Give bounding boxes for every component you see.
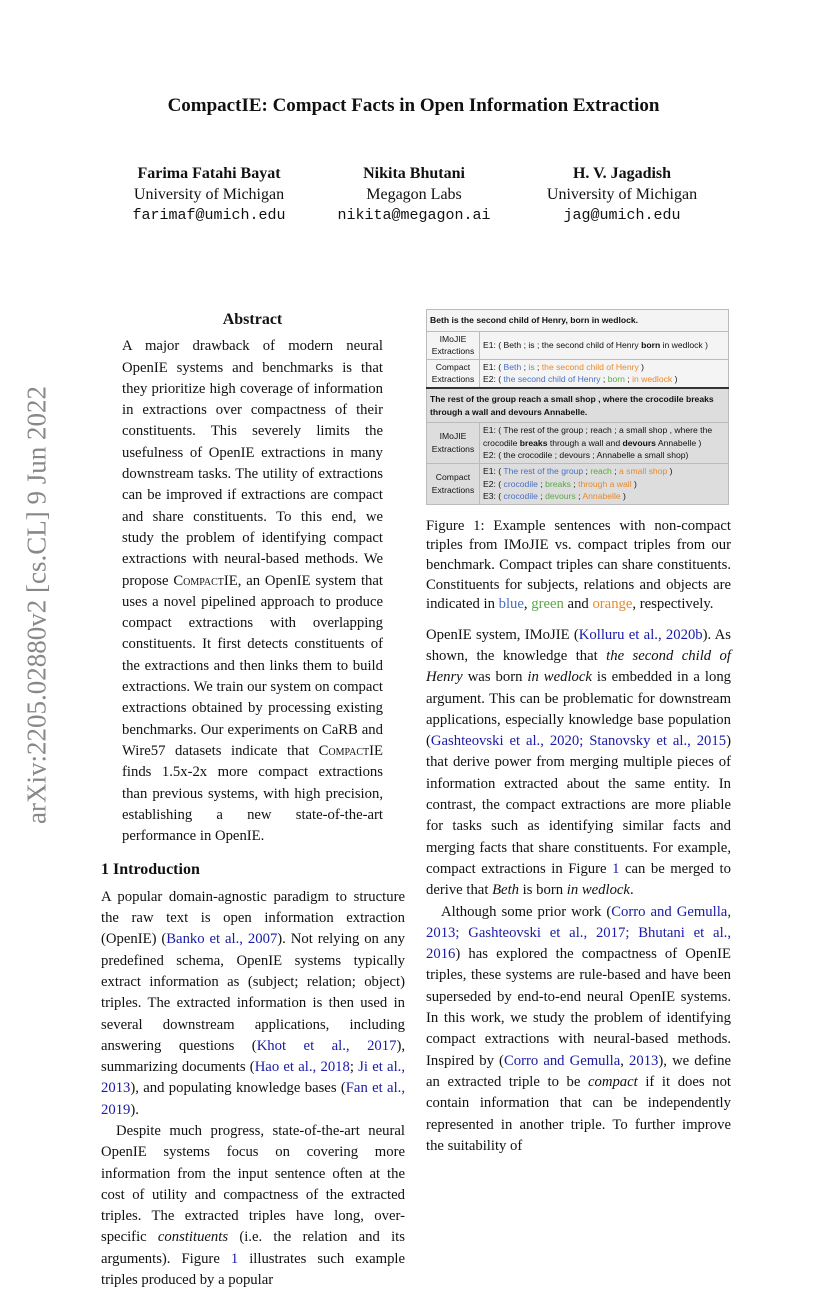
citation-link[interactable]: 2013 bbox=[629, 1052, 659, 1069]
abstract-heading: Abstract bbox=[222, 311, 283, 328]
extraction-line bbox=[483, 449, 725, 462]
text-run bbox=[350, 1038, 367, 1054]
text-run: , bbox=[523, 596, 532, 613]
text-run: , bbox=[620, 1052, 630, 1069]
text-run: ; bbox=[611, 465, 620, 476]
extraction-line bbox=[483, 339, 725, 352]
paragraph bbox=[101, 1121, 405, 1291]
text-run: ), and populating knowledge bases ( bbox=[130, 1080, 346, 1097]
row-label: IMoJIE Extractions bbox=[427, 423, 480, 464]
text-run: born bbox=[607, 374, 625, 385]
text-run: is bbox=[528, 361, 535, 372]
text-run: ; bbox=[537, 478, 546, 489]
text-run: ; bbox=[600, 374, 608, 385]
text-run: the second child of Henry bbox=[503, 374, 601, 385]
citation-link[interactable]: Corro and Gemulla, 2013; Gashteovski et al., 2017; Bhutani et al., 2016 bbox=[426, 903, 731, 963]
extraction-cell bbox=[480, 423, 729, 464]
text-run: ) that derive power from merging multiple pieces of information extracted about the same entity. In contrast, the compact extractions are more pliable for tasks such as identifying similar facts and merging facts that share constituents. For example, compact extractions in Figure bbox=[426, 733, 731, 877]
text-run: ), summarizing documents ( bbox=[101, 1037, 406, 1076]
citation-link[interactable]: 1 bbox=[612, 860, 620, 877]
abstract-section bbox=[122, 309, 383, 847]
text-run: a small shop bbox=[619, 465, 668, 476]
text-run: ; bbox=[521, 361, 529, 372]
text-run: in wedlock ) bbox=[660, 339, 708, 350]
citation-link[interactable]: Hao et al., bbox=[254, 1059, 317, 1076]
text-run: if it does not contain information that can be independently represented in another triple. To further improve the suitability of bbox=[426, 1073, 731, 1154]
author-affiliation: University of Michigan bbox=[133, 186, 285, 203]
text-run: ; bbox=[534, 361, 542, 372]
author-email: nikita@megagon.ai bbox=[337, 207, 491, 224]
text-run: can be merged to derive that bbox=[426, 860, 731, 899]
section-heading-introduction: 1 Introduction bbox=[101, 861, 200, 879]
text-run: blue bbox=[498, 596, 524, 613]
example-sentence-2: The rest of the group reach a small shop , where the crocodile breaks through a wall and devours Annabelle. bbox=[427, 388, 729, 423]
text-run: A popular domain-agnostic paradigm to structure the raw text is open information extraction (OpenIE) ( bbox=[101, 888, 405, 948]
figure-caption bbox=[426, 517, 731, 615]
text-run: in wedlock bbox=[527, 669, 592, 686]
text-run: ; bbox=[624, 374, 633, 385]
author-3 bbox=[512, 163, 732, 226]
citation-link[interactable]: Corro and Gemulla bbox=[503, 1052, 621, 1069]
text-run: Although some prior work ( bbox=[441, 903, 612, 920]
text-run: born bbox=[641, 339, 661, 350]
extraction-cell bbox=[480, 331, 729, 359]
row-label: IMoJIE Extractions bbox=[427, 331, 480, 359]
extraction-line bbox=[483, 373, 725, 386]
text-run: devours bbox=[545, 491, 576, 502]
text-run: devours bbox=[622, 437, 656, 448]
text-run: , respectively. bbox=[632, 596, 714, 613]
text-run: The rest of the group bbox=[503, 465, 584, 476]
text-run: E2: ( the crocodile ; devours ; Annabelle a small shop) bbox=[483, 450, 689, 461]
text-run: Despite much progress, state-of-the-art neural OpenIE systems focus on covering more information from the input sentence often at the cost of utility and compactness of the extracted triples. The extracted triples have long, over-specific bbox=[101, 1122, 405, 1246]
figure-1-table bbox=[426, 309, 729, 505]
text-run: ). As shown, the knowledge that bbox=[426, 626, 732, 664]
text-run: compact bbox=[587, 1073, 638, 1090]
text-run: CompactIE bbox=[173, 572, 238, 589]
text-run: through a wall and bbox=[547, 437, 623, 448]
text-run: ; bbox=[575, 491, 583, 502]
text-run: CompactIE bbox=[318, 742, 383, 759]
text-run: ) bbox=[672, 374, 678, 385]
text-run: ; bbox=[349, 1059, 359, 1076]
paragraph bbox=[101, 887, 405, 1121]
text-run: was born bbox=[462, 669, 528, 686]
text-run: and bbox=[563, 596, 593, 613]
citation-link[interactable]: 2017 bbox=[367, 1037, 397, 1054]
text-run: ) has explored the compactness of OpenIE triples, these systems are rule-based and have been superseded by end-to-end neural OpenIE systems. In this work, we study the problem of identifying compact extractions with neural-based methods. Inspired by ( bbox=[426, 946, 731, 1069]
text-run: the second child of Henry bbox=[541, 361, 639, 372]
extraction-line bbox=[483, 424, 725, 449]
text-run: ; bbox=[570, 478, 579, 489]
text-run: finds 1.5x-2x more compact extractions than previous systems, with high precision, establishing a new state-of-the-art performance in OpenIE. bbox=[122, 764, 383, 845]
extraction-cell bbox=[480, 359, 729, 388]
paragraph bbox=[426, 902, 731, 1158]
author-name: H. V. Jagadish bbox=[572, 165, 672, 182]
citation-link[interactable]: 1 bbox=[230, 1250, 239, 1267]
text-run: , an OpenIE system that uses a novel pipelined approach to produce compact extractions with overlapping constituents. It first detects constituents of the extractions and then links them to build extractions. We train our system on compact extractions obtained by processing existing benchmarks. Our experiments on CaRB and Wire57 datasets indicate that bbox=[122, 572, 383, 759]
text-run: OpenIE system, IMoJIE ( bbox=[426, 626, 579, 643]
text-run: ), we define an extracted triple to be bbox=[426, 1052, 731, 1090]
row-label: Compact Extractions bbox=[427, 359, 480, 388]
text-run: the second child of Henry bbox=[426, 647, 731, 686]
text-run: crocodile bbox=[503, 491, 538, 502]
paragraph bbox=[426, 625, 731, 902]
text-run: ) bbox=[631, 478, 637, 489]
text-run: Annabelle bbox=[582, 491, 621, 502]
text-run: is born bbox=[519, 882, 567, 899]
citation-link[interactable]: Gashteovski et al., 2020; Stanovsky et al., 2015 bbox=[430, 733, 727, 750]
text-run: green bbox=[531, 596, 564, 613]
text-run: illustrates such example triples produced by a popular bbox=[101, 1250, 406, 1289]
citation-link[interactable]: 2019 bbox=[101, 1101, 131, 1118]
author-1 bbox=[99, 163, 319, 226]
extraction-line bbox=[483, 465, 725, 478]
citation-link[interactable]: Fan et al., bbox=[345, 1080, 405, 1097]
text-run: ) bbox=[620, 491, 626, 502]
text-run: Beth bbox=[503, 361, 522, 372]
citation-link[interactable]: 2020b bbox=[665, 626, 703, 643]
arxiv-stamp: arXiv:2205.02880v2 [cs.CL] 9 Jun 2022 bbox=[21, 386, 52, 824]
example-sentence-1: Beth is the second child of Henry, born in wedlock. bbox=[427, 310, 729, 332]
citation-link[interactable]: Khot et al., bbox=[256, 1037, 350, 1054]
text-run: Figure 1: Example sentences with non-compact triples from IMoJIE vs. compact triples from our benchmark. Compact triples can share constituents. Constituents for subjects, relations and objects are indicated in bbox=[426, 517, 731, 613]
text-run: ) bbox=[667, 465, 673, 476]
text-run: . bbox=[629, 882, 634, 899]
author-email: jag@umich.edu bbox=[563, 207, 681, 224]
author-affiliation: Megagon Labs bbox=[366, 186, 462, 203]
text-run: ; bbox=[583, 465, 591, 476]
author-name: Farima Fatahi Bayat bbox=[137, 165, 281, 182]
text-run: (i.e. the relation and its arguments). Figure bbox=[101, 1229, 405, 1267]
text-run: Annabelle ) bbox=[655, 437, 702, 448]
abstract-text bbox=[122, 336, 383, 847]
text-run: E2: ( bbox=[483, 478, 504, 489]
author-affiliation: University of Michigan bbox=[546, 186, 698, 203]
citation-link[interactable]: 2007 bbox=[247, 931, 278, 948]
text-run: breaks bbox=[545, 478, 571, 489]
text-run: reach bbox=[590, 465, 612, 476]
extraction-cell bbox=[480, 463, 729, 504]
text-run: ) bbox=[638, 361, 645, 372]
right-column bbox=[426, 309, 731, 1157]
row-label: Compact Extractions bbox=[427, 463, 480, 504]
text-run: E3: ( bbox=[483, 491, 504, 502]
text-run: is embedded in a long argument. This can be problematic for downstream applications, especially knowledge base population ( bbox=[426, 669, 732, 750]
extraction-line bbox=[483, 361, 725, 374]
text-run: ; bbox=[537, 491, 546, 502]
text-run: E1: ( Beth ; is ; the second child of Henry bbox=[483, 339, 642, 350]
citation-link[interactable]: Kolluru et al., bbox=[578, 626, 662, 643]
text-run: in wedlock bbox=[566, 882, 630, 899]
text-run: Beth bbox=[492, 882, 519, 899]
extraction-line bbox=[483, 478, 725, 491]
text-run: in wedlock bbox=[632, 374, 673, 385]
citation-link[interactable]: 2013 bbox=[101, 1080, 131, 1097]
extraction-line bbox=[483, 490, 725, 503]
text-run: E1: ( bbox=[483, 465, 504, 476]
text-run: breaks bbox=[519, 437, 548, 448]
author-2 bbox=[304, 163, 524, 226]
text-run: E1: ( The rest of the group ; reach ; a small shop , where the crocodile bbox=[483, 425, 713, 448]
citation-link[interactable]: Banko et al., bbox=[166, 931, 243, 948]
text-run: A major drawback of modern neural OpenIE systems and benchmarks is that they prioritize high coverage of information in extractions over compactness of their constituents. This severely limits the usefulness of OpenIE extractions in many downstream tasks. The utility of extractions can be improved if extractions are compact and share constituents. To this end, we study the problem of identifying compact extractions with neural-based methods. We propose bbox=[122, 338, 383, 589]
text-run: constituents bbox=[157, 1229, 229, 1246]
text-run: crocodile bbox=[503, 478, 538, 489]
text-run: E2: ( bbox=[483, 374, 504, 385]
citation-link[interactable]: Ji et al., bbox=[358, 1059, 405, 1076]
text-run: orange bbox=[592, 596, 633, 613]
author-email: farimaf@umich.edu bbox=[132, 207, 286, 224]
text-run: through a wall bbox=[578, 478, 632, 489]
text-run: E1: ( bbox=[483, 361, 504, 372]
citation-link[interactable]: 2018 bbox=[320, 1059, 350, 1076]
paper-title: CompactIE: Compact Facts in Open Information Extraction bbox=[167, 95, 660, 116]
text-run: ). Not relying on any predefined schema, OpenIE systems typically extract information as (subject; relation; object) triples. The extracted information is then used in several downstream applications, including answering questions ( bbox=[101, 931, 406, 1054]
author-name: Nikita Bhutani bbox=[363, 165, 465, 182]
left-column bbox=[101, 309, 405, 1291]
text-run: ). bbox=[130, 1101, 139, 1118]
